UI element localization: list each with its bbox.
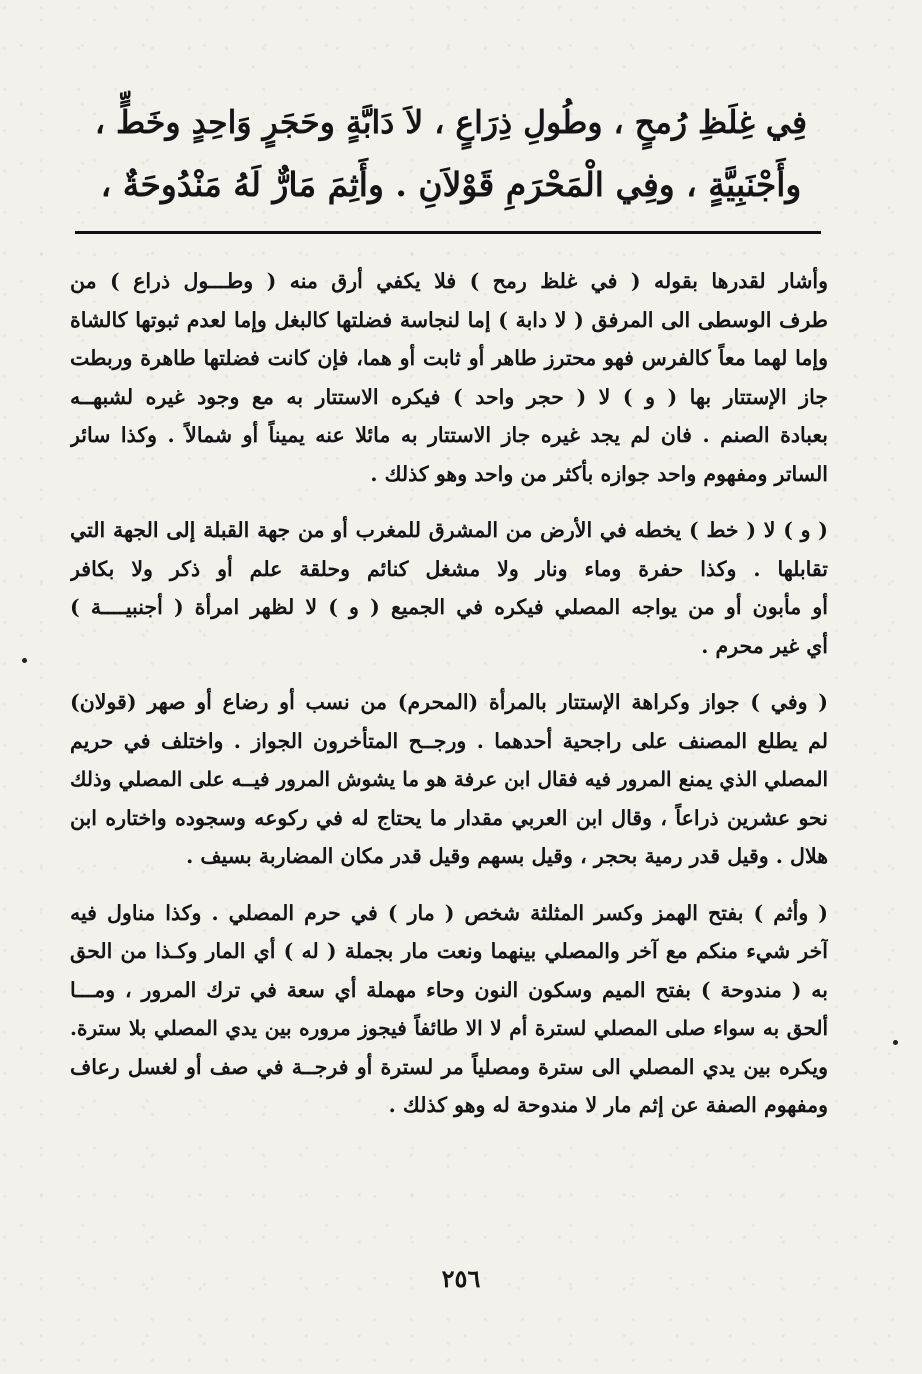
matn-line: وأَجْنَبِيَّةٍ ، وفِي الْمَحْرَمِ قَوْلاَنِ . وأَثِمَ مَارٌّ لَهُ مَنْدُوحَةٌ ، xyxy=(100,165,802,204)
text-line: ( و ) لا ( خط ) يخطه في الأرض من المشرق للمغرب أو من جهة القبلة إلى الجهة التي xyxy=(70,518,828,542)
text-line: لم يطلع المصنف على راجحية أحدهما . ورجــح المتأخرون الجواز . واختلف في حريم xyxy=(70,728,828,753)
text-line: ألحق به سواء صلى المصلي لسترة أم لا الا طائفاً فيجوز مروره بين يدي المصلي بلا سترة. xyxy=(70,1016,828,1040)
section-divider xyxy=(75,231,821,234)
page-number: ٢٥٦ xyxy=(441,1264,481,1293)
text-line: المصلي الذي يمنع المرور فيه فقال ابن عرفة هو ما يشوش المرور فيــه على المصلي وذلك xyxy=(70,767,828,791)
text-line: أو مأبون أو من يواجه المصلي فيكره في الجميع ( و ) لا لظهر امرأة ( أجنبيــــة ) xyxy=(70,595,828,619)
text-line: آخر شيء منكم مع آخر والمصلي بينهما ونعت مار بجملة ( له ) أي المار وكـذا من الحق xyxy=(70,939,828,963)
matn-text-block xyxy=(90,92,812,216)
matn-line: فِي غِلَظِ رُمحٍ ، وطُولِ ذِرَاعٍ ، لاَ دَابَّةٍ وحَجَرٍ وَاحِدٍ وخَطٍّ ، xyxy=(94,104,808,141)
text-line: تقابلها . وكذا حفرة وماء ونار ولا مشغل كنائم وحلقة علم أو ذكر ولا بكافر xyxy=(70,556,828,581)
text-line: ( وأثم ) بفتح الهمز وكسر المثلثة شخص ( مار ) في حرم المصلي . وكذا مناول فيه xyxy=(70,900,828,925)
text-line: وإما لهما معاً كالفرس فهو محترز طاهر أو ثابت أو هما، فإن كانت فضلتها طاهرة وربطت xyxy=(70,346,828,370)
text-line: أي غير محرم . xyxy=(701,633,828,658)
text-line: طرف الوسطى الى المرفق ( لا دابة ) إما لنجاسة فضلتها كالبغل وإما لعدم ثبوتها كالشاة xyxy=(70,307,828,332)
text-line: بعبادة الصنم . فان لم يجد غيره جاز الاستتار به مائلا عنه يميناً أو شمالاً . وكذا سائر xyxy=(70,423,828,447)
text-line: ( وفي ) جواز وكراهة الإستتار بالمرأة (المحرم) من نسب أو رضاع أو صهر (قولان) xyxy=(70,690,828,714)
commentary-paragraph xyxy=(70,262,828,493)
scan-speck xyxy=(893,1040,898,1045)
text-line: هلال . وقيل قدر رمية بحجر ، وقيل بسهم وقيل قدر مكان المضاربة بسيف . xyxy=(186,844,828,868)
commentary-paragraph xyxy=(70,683,828,876)
text-line: ومفهوم الصفة عن إثم مار لا مندوحة له وهو كذلك . xyxy=(388,1093,828,1117)
commentary-paragraph xyxy=(70,511,828,665)
text-line: الساتر ومفهوم واحد جوازه بأكثر من واحد وهو كذلك . xyxy=(370,461,828,486)
scan-speck xyxy=(22,658,27,663)
text-line: ويكره بين يدي المصلي الى سترة ومصلياً مر لسترة أو فرجــة في صف أو لغسل رعاف xyxy=(70,1054,828,1079)
text-line: جاز الإستتار بها ( و ) لا ( حجر واحد ) فيكره الاستتار به مع وجود غيره لشبهــه xyxy=(70,384,828,409)
text-line: وأشار لقدرها بقوله ( في غلظ رمح ) فلا يكفي أرق منه ( وطـــول ذراع ) من xyxy=(70,269,828,293)
text-line: به ( مندوحة ) بفتح الميم وسكون النون وحاء مهملة أي سعة في ترك المرور ، ومـــا xyxy=(70,977,828,1002)
commentary-paragraph xyxy=(70,894,828,1125)
commentary-text-block xyxy=(70,262,828,1143)
text-line: نحو عشرين ذراعاً ، وقال ابن العربي مقدار ما يحتاج له في ركوعه وسجوده واختاره ابن xyxy=(70,805,828,830)
